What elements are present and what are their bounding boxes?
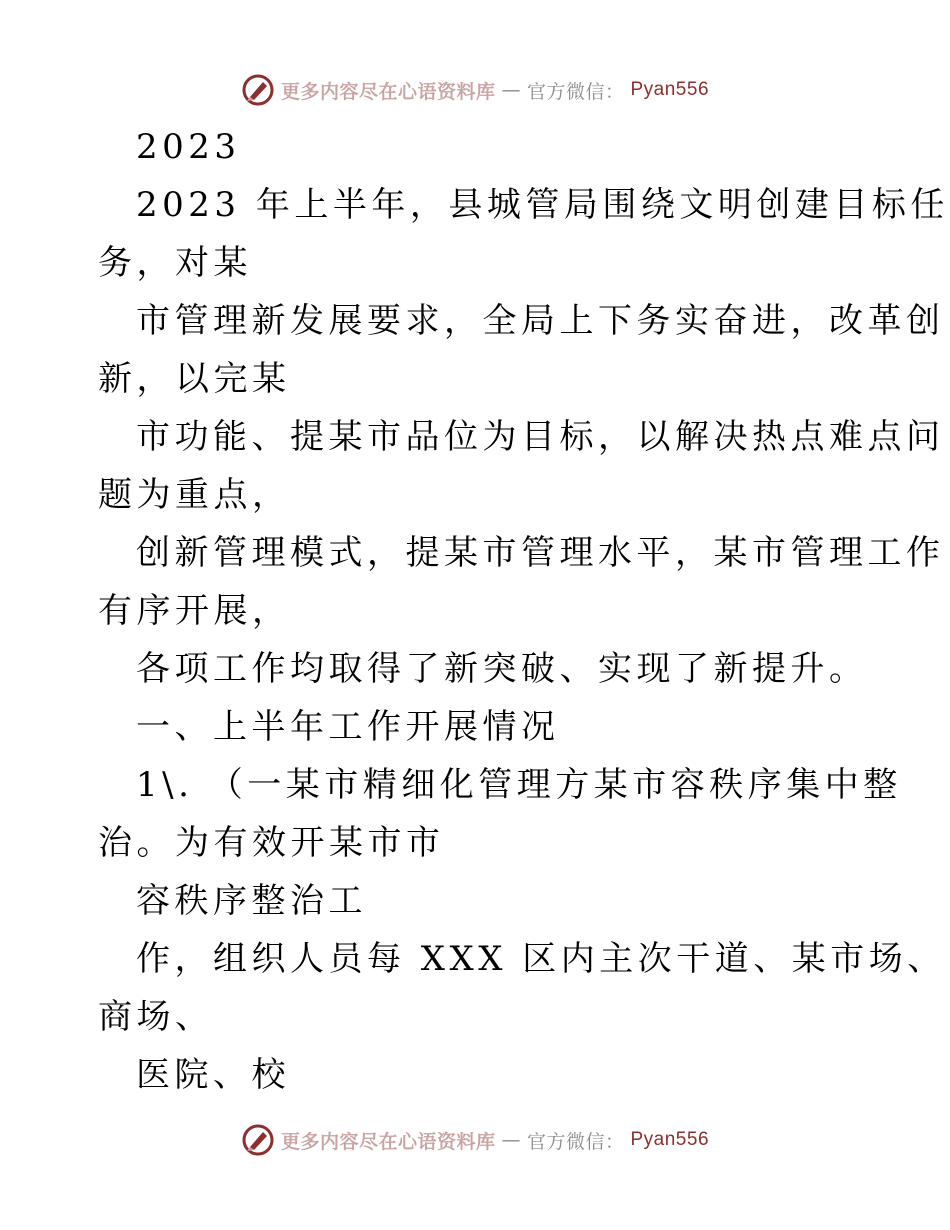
text-line: 医院、校 xyxy=(136,1055,290,1095)
watermark-dash: — xyxy=(501,79,521,101)
footer-watermark xyxy=(0,1118,950,1162)
brand-logo-icon xyxy=(241,1123,275,1157)
document-body xyxy=(0,118,950,1104)
text-line: 各项工作均取得了新突破、实现了新提升。 xyxy=(136,649,868,689)
text-line: 题为重点， xyxy=(98,475,291,515)
watermark-site-text: 更多内容尽在心语资料库 xyxy=(280,1130,496,1153)
watermark-wechat-id: Pyan556 xyxy=(630,1129,710,1150)
watermark-wechat-id: Pyan556 xyxy=(630,79,710,100)
text-line: 2023 xyxy=(136,127,241,167)
text-line: 创新管理模式，提某市管理水平，某市管理工作 xyxy=(136,533,945,573)
watermark-site-text: 更多内容尽在心语资料库 xyxy=(280,80,496,103)
watermark-dash: — xyxy=(501,1129,521,1151)
text-line: 一、上半年工作开展情况 xyxy=(136,707,560,747)
text-line: 1\. （一某市精细化管理方某市容秩序集中整 xyxy=(136,765,902,805)
text-line: 容秩序整治工 xyxy=(136,881,367,921)
brand-logo-icon xyxy=(241,73,275,107)
header-watermark xyxy=(0,68,950,112)
text-line: 新，以完某 xyxy=(98,359,291,399)
text-line: 治。为有效开某市市 xyxy=(98,823,445,863)
text-line: 2023 年上半年，县城管局围绕文明创建目标任 xyxy=(136,185,949,225)
text-line: 市管理新发展要求，全局上下务实奋进，改革创 xyxy=(136,301,945,341)
text-line: 有序开展， xyxy=(98,591,291,631)
text-line: 作，组织人员每 XXX 区内主次干道、某市场、 xyxy=(136,939,946,979)
text-line: 商场、 xyxy=(98,997,214,1037)
watermark-wechat-label: 官方微信： xyxy=(526,80,625,103)
text-line: 务，对某 xyxy=(98,243,252,283)
text-line: 市功能、提某市品位为目标，以解决热点难点问 xyxy=(136,417,945,457)
watermark-wechat-label: 官方微信： xyxy=(526,1130,625,1153)
